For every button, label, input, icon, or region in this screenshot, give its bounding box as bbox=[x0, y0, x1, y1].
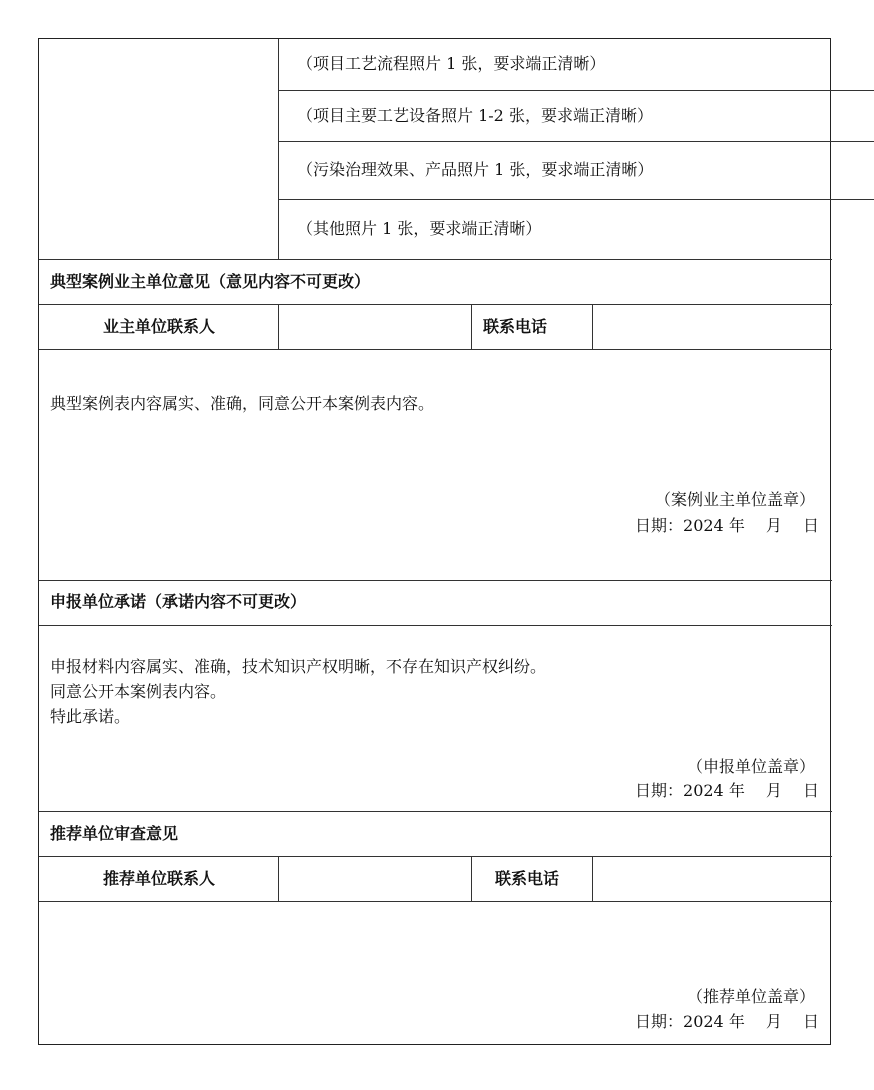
owner-seal-label: （案例业主单位盖章） bbox=[654, 490, 815, 509]
photo-item-main-equipment: （项目主要工艺设备照片 1-2 张，要求端正清晰） bbox=[297, 106, 653, 125]
photo-item-pollution-treatment: （污染治理效果、产品照片 1 张，要求端正清晰） bbox=[297, 160, 654, 179]
applicant-promise-line-3: 特此承诺。 bbox=[50, 707, 131, 726]
owner-opinion-body: 典型案例表内容属实、准确，同意公开本案例表内容。 bbox=[50, 394, 435, 413]
divider bbox=[471, 856, 472, 901]
recommender-date: 日期：2024 年 月 日 bbox=[635, 1012, 819, 1031]
applicant-date: 日期：2024 年 月 日 bbox=[635, 781, 819, 800]
applicant-promise-line-1: 申报材料内容属实、准确，技术知识产权明晰，不存在知识产权纠纷。 bbox=[50, 657, 547, 676]
photo-column-divider bbox=[278, 39, 279, 259]
owner-contact-label: 业主单位联系人 bbox=[102, 317, 215, 336]
divider bbox=[279, 90, 874, 91]
recommender-phone-field[interactable] bbox=[593, 857, 831, 901]
recommender-review-header: 推荐单位审查意见 bbox=[50, 824, 179, 843]
recommender-review-body[interactable] bbox=[39, 902, 830, 982]
owner-date: 日期：2024 年 月 日 bbox=[635, 516, 819, 535]
photo-left-cell bbox=[39, 39, 279, 259]
divider bbox=[39, 811, 832, 812]
divider bbox=[39, 349, 832, 350]
divider bbox=[279, 141, 874, 142]
applicant-promise-header: 申报单位承诺（承诺内容不可更改） bbox=[50, 592, 307, 611]
owner-contact-field[interactable] bbox=[279, 305, 471, 349]
divider bbox=[39, 625, 832, 626]
divider bbox=[39, 259, 832, 260]
recommender-contact-label: 推荐单位联系人 bbox=[102, 869, 215, 888]
recommender-contact-field[interactable] bbox=[279, 857, 471, 901]
divider bbox=[471, 304, 472, 349]
recommender-phone-label: 联系电话 bbox=[495, 869, 560, 888]
applicant-seal-label: （申报单位盖章） bbox=[686, 757, 815, 776]
photo-item-other: （其他照片 1 张，要求端正清晰） bbox=[297, 219, 542, 238]
recommender-seal-label: （推荐单位盖章） bbox=[686, 987, 815, 1006]
application-form-table bbox=[38, 38, 831, 1045]
owner-phone-field[interactable] bbox=[593, 305, 831, 349]
photo-item-process-flow: （项目工艺流程照片 1 张，要求端正清晰） bbox=[297, 54, 606, 73]
owner-phone-label: 联系电话 bbox=[483, 317, 548, 336]
applicant-promise-line-2: 同意公开本案例表内容。 bbox=[50, 682, 227, 701]
owner-opinion-header: 典型案例业主单位意见（意见内容不可更改） bbox=[50, 272, 371, 291]
divider bbox=[39, 580, 832, 581]
divider bbox=[279, 199, 874, 200]
